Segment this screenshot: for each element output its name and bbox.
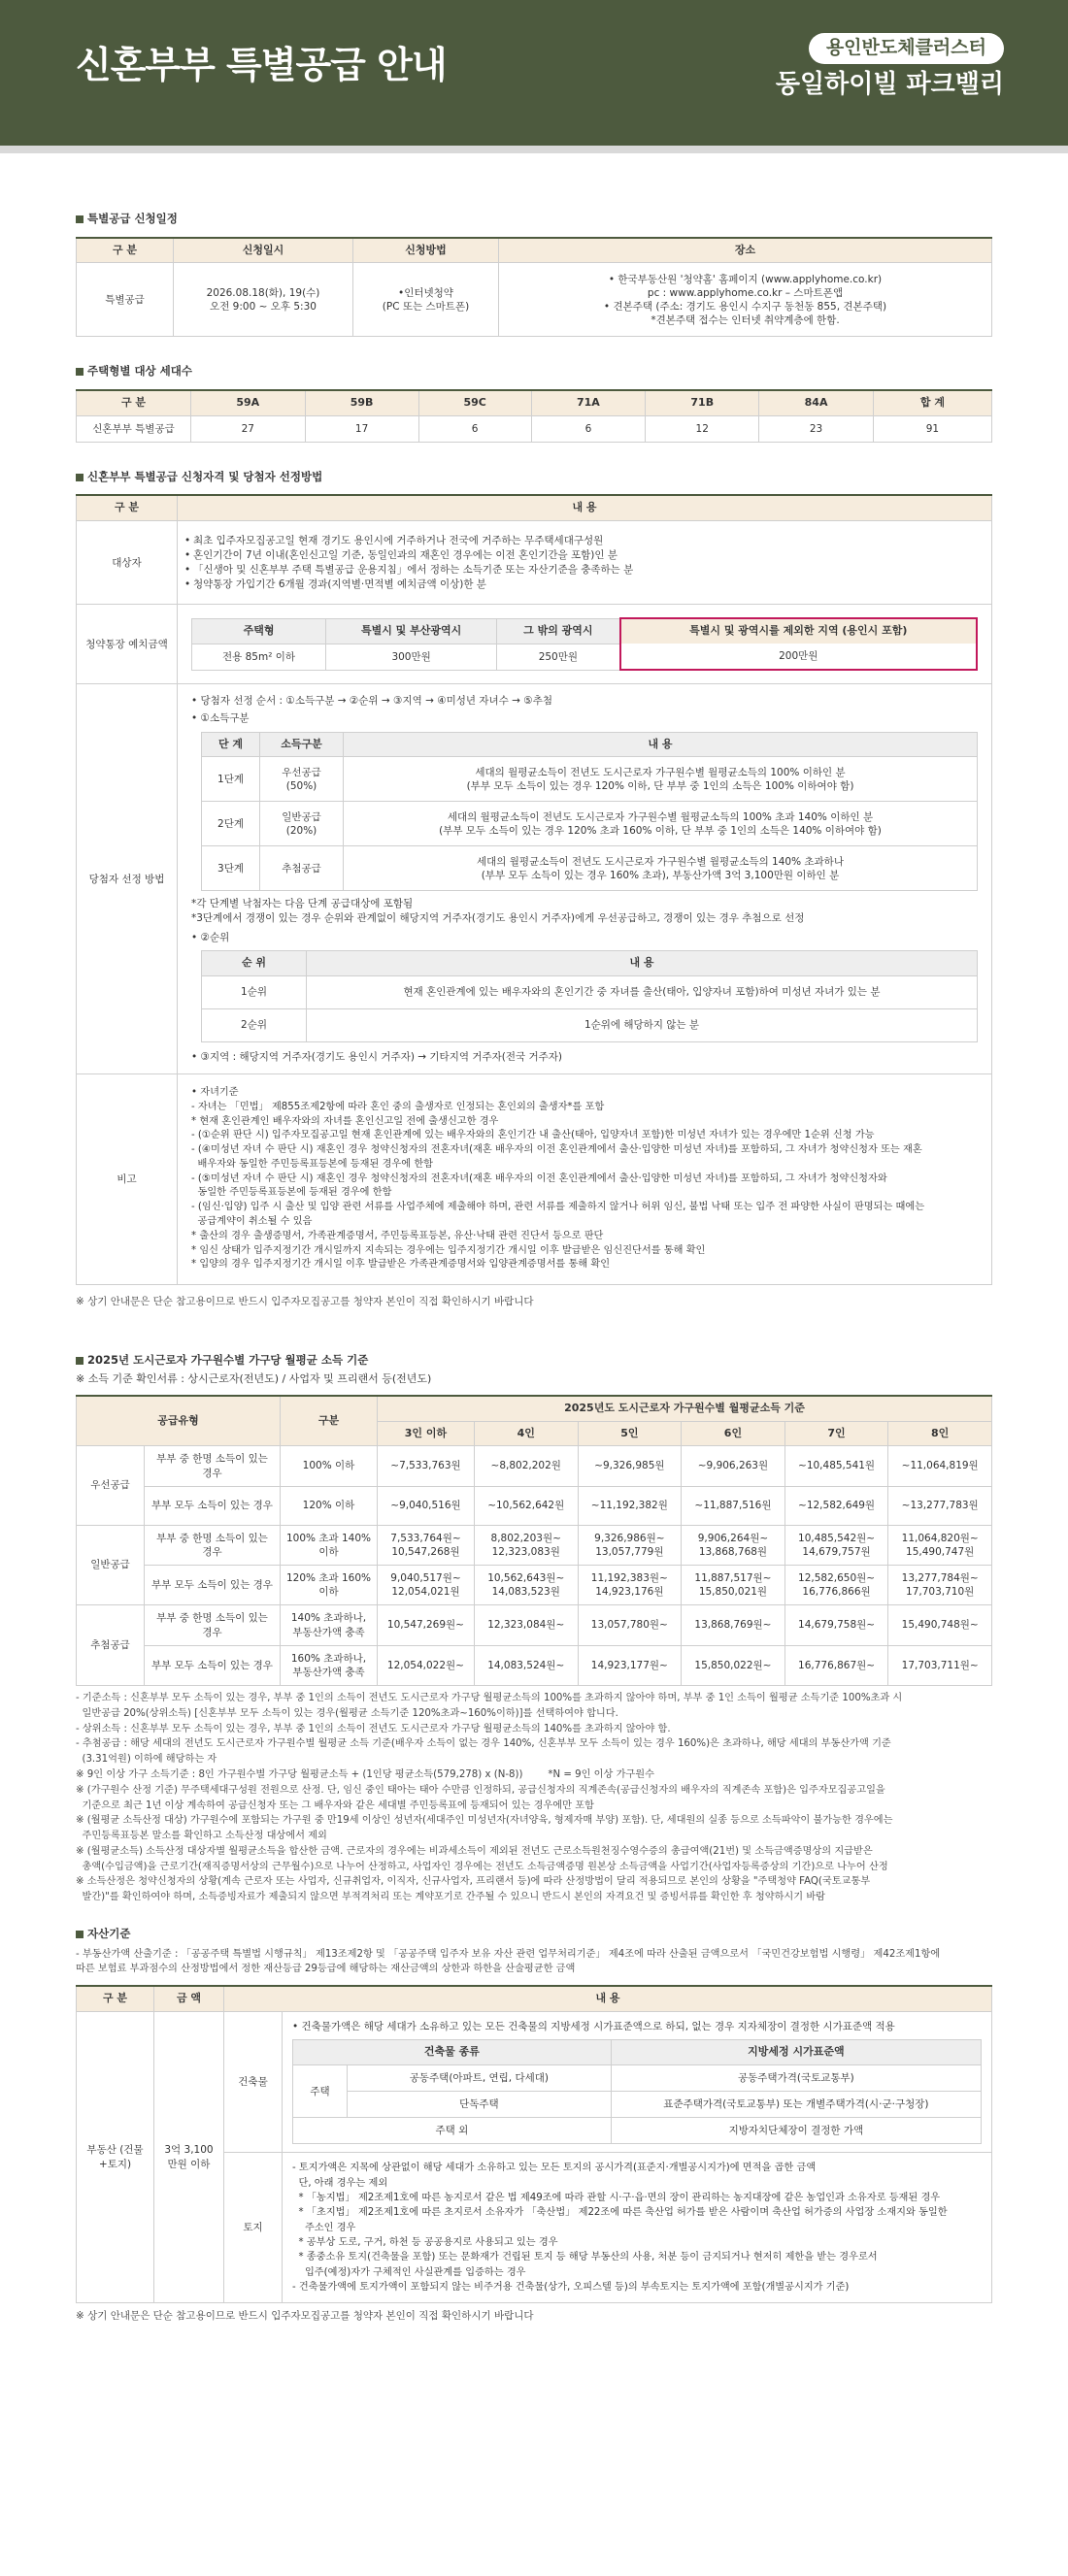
schedule-table bbox=[76, 237, 992, 338]
income-condition: 부부 모두 소득이 있는 경우 bbox=[145, 1645, 281, 1685]
units-cell: 12 bbox=[646, 415, 759, 442]
table-row bbox=[77, 1525, 992, 1565]
asset-amount: 3억 3,100만원 이하 bbox=[154, 2011, 224, 2302]
land-line: - 건축물가액에 토지가액이 포함되지 않는 비주거용 건축물(상가, 오피스텔 등)의 부속토지는 토지가액에 포함(개별공시지가 기준) bbox=[292, 2281, 850, 2293]
building-cell: 단독주택 bbox=[348, 2092, 612, 2118]
income-value: 10,485,542원~ 14,679,757원 bbox=[784, 1525, 888, 1565]
income-value: 15,850,022원~ bbox=[682, 1645, 785, 1685]
region-text: • ③지역 : 해당지역 거주자(경기도 용인시 거주자) → 기타지역 거주자(전국 거주자) bbox=[191, 1050, 562, 1063]
land-line: * 종중소유 토지(건축물을 포함) 또는 문화재가 건립된 토지 등 해당 부동산의 사용, 처분 등이 금지되거나 현저히 제한을 받는 경우로서 bbox=[292, 2252, 878, 2263]
col-header: 84A bbox=[759, 390, 874, 415]
land-label: 토지 bbox=[224, 2153, 283, 2303]
income-value: 17,703,711원~ bbox=[888, 1645, 992, 1685]
income-condition: 부부 중 한명 소득이 있는 경우 bbox=[145, 1525, 281, 1565]
deposit-cell: 300만원 bbox=[326, 644, 497, 670]
income-section bbox=[76, 1353, 992, 1905]
footnote: ※ 상기 안내문은 단순 참고용이므로 반드시 입주자모집공고를 청약자 본인이 직접 확인하시기 바랍니다 bbox=[76, 1296, 534, 1308]
asset-label: 부동산 (건물+토지) bbox=[77, 2011, 154, 2302]
supply-type: 일반공급 bbox=[77, 1525, 145, 1605]
income-value: ~11,887,516원 bbox=[682, 1486, 785, 1525]
land-line: * 공부상 도로, 구거, 하천 등 공공용지로 사용되고 있는 경우 bbox=[292, 2236, 558, 2248]
rank-cell: 현재 혼인관계에 있는 배우자와의 혼인기간 중 자녀를 출산(태아, 입양자녀 포함)하여 미성년 자녀가 있는 분 bbox=[307, 975, 978, 1008]
list-item: • 청약통장 가입기간 6개월 경과(지역별·면적별 예치금액 이상)한 분 bbox=[184, 578, 985, 591]
selection-content bbox=[178, 684, 992, 1074]
units-cell: 91 bbox=[873, 415, 991, 442]
col-header: 구 분 bbox=[77, 1986, 154, 2011]
supply-type: 우선공급 bbox=[77, 1446, 145, 1525]
units-table bbox=[76, 389, 992, 443]
col-header: 2025년도 도시근로자 가구원수별 월평균소득 기준 bbox=[378, 1396, 992, 1421]
land-line: - 토지가액은 지목에 상관없이 해당 세대가 소유하고 있는 모든 토지의 공시가격(표준지·개별공시지가)에 면적을 곱한 금액 bbox=[292, 2163, 817, 2174]
remark-line: * 현재 혼인관계인 배우자와의 자녀를 혼인신고일 전에 출생신고한 경우 bbox=[191, 1115, 499, 1127]
income-note-line: ※ 소득산정은 청약신청자의 상황(계속 근로자 또는 사업자, 신규취업자, 이직자, 신규사업자, 프리랜서 등)에 따라 산정방법이 달리 적용되므로 본인의 상황을 "주택청약 FAQ(국토교통부 bbox=[76, 1876, 871, 1888]
qualification-table bbox=[76, 494, 992, 1285]
remark-line: - (①순위 판단 시) 입주자모집공고일 현재 혼인관계에 있는 배우자와의 혼인기간 내 출산(태아, 입양자녀 포함)한 미성년 자녀가 있는 경우에만 1순위 신청 가능 bbox=[191, 1130, 875, 1141]
income-value: 9,326,986원~ 13,057,779원 bbox=[578, 1525, 682, 1565]
size-header: 5인 bbox=[578, 1421, 682, 1446]
income-percent: 120% 이하 bbox=[281, 1486, 378, 1525]
income-percent: 100% 초과 140% 이하 bbox=[281, 1525, 378, 1565]
table-row bbox=[77, 1486, 992, 1525]
col-header: 건축물 종류 bbox=[293, 2040, 612, 2065]
income-value: 8,802,203원~ 12,323,083원 bbox=[474, 1525, 578, 1565]
building-cell: 지방자치단체장이 결정한 가액 bbox=[611, 2118, 981, 2144]
remark-line: 배우자와 동일한 주민등록표등본에 등재된 경우에 한함 bbox=[191, 1158, 434, 1170]
income-note-line: ※ 9인 이상 가구 소득기준 : 8인 가구원수별 가구당 월평균소득 + (1인당 평균소득(579,278) x (N-8)) *N = 9인 이상 가구원수 bbox=[76, 1768, 654, 1780]
asset-intro: - 부동산가액 산출기준 : 「공공주택 특별법 시행규칙」 제13조제2항 및 「공공주택 입주자 보유 자산 관련 업무처리기준」 제4조에 따라 산출된 금액으로서 「국민건강보험법 시행령」 제42조제1항에 따른 보험료 부과점수의 산정방법에서 정한 재산등급 29등급에 해당하는 재산금액의 상한과 하한을 산술평균한 금액 bbox=[76, 1948, 941, 1975]
rank-cell: 1순위에 해당하지 않는 분 bbox=[307, 1008, 978, 1041]
units-cell: 27 bbox=[191, 415, 306, 442]
house-label: 주택 bbox=[293, 2064, 348, 2117]
income-condition: 부부 중 한명 소득이 있는 경우 bbox=[145, 1605, 281, 1645]
income-value: 7,533,764원~ 10,547,268원 bbox=[378, 1525, 475, 1565]
income-percent: 120% 초과 160% 이하 bbox=[281, 1566, 378, 1605]
income-value: 13,868,769원~ bbox=[682, 1605, 785, 1645]
bullet-square-icon bbox=[76, 215, 83, 223]
footnote: ※ 상기 안내문은 단순 참고용이므로 반드시 입주자모집공고를 청약자 본인이 직접 확인하시기 바랍니다 bbox=[76, 2310, 534, 2323]
header-divider bbox=[0, 146, 1068, 153]
col-header: 59B bbox=[305, 390, 418, 415]
income-percent: 100% 이하 bbox=[281, 1446, 378, 1486]
building-cell: 표준주택가격(국토교통부) 또는 개별주택가격(시·군·구청장) bbox=[611, 2092, 981, 2118]
remark-line: - 자녀는 「민법」 제855조제2항에 따라 혼인 중의 출생자로 인정되는 혼인외의 출생자*를 포함 bbox=[191, 1101, 605, 1112]
income-value: 14,923,177원~ bbox=[578, 1645, 682, 1685]
col-header: 구 분 bbox=[77, 238, 174, 263]
income-value: 11,887,517원~ 15,850,021원 bbox=[682, 1566, 785, 1605]
page-header bbox=[0, 0, 1068, 146]
deposit-label: 청약통장 예치금액 bbox=[77, 605, 178, 684]
land-line: * 「초지법」 제2조제1호에 따른 초지로서 소유자가 「축산법」 제22조에 따른 축산업 허가를 받은 사람이며 축산업 허가증의 사업장 소재지와 동일한 bbox=[292, 2207, 948, 2219]
asset-title: 자산기준 bbox=[76, 1927, 992, 1942]
col-header: 그 밖의 광역시 bbox=[497, 618, 620, 644]
remark-line: * 출산의 경우 출생증명서, 가족관계증명서, 주민등록표등본, 유산·낙태 관련 진단서 등으로 판단 bbox=[191, 1230, 604, 1241]
units-cell: 신혼부부 특별공급 bbox=[77, 415, 191, 442]
remark-line: - (임신·입양) 입주 시 출산 및 입양 관련 서류를 사업주체에 제출해야 하며, 관련 서류를 제출하지 않거나 허위 임신, 불법 낙태 또는 입주 전 파양한 사실이 판명되는 때에는 bbox=[191, 1202, 925, 1213]
col-header: 내 용 bbox=[224, 1986, 992, 2011]
remark-label: 비고 bbox=[77, 1073, 178, 1284]
income-value: 15,490,748원~ bbox=[888, 1605, 992, 1645]
col-header: 71A bbox=[531, 390, 646, 415]
desc-cell: 세대의 월평균소득이 전년도 도시근로자 가구원수별 월평균소득의 100% 이하인 분 (부부 모두 소득이 있는 경우 120% 이하, 단 부부 중 1인의 소득은 100% 이하여야 함) bbox=[344, 757, 978, 802]
col-header: 주택형 bbox=[192, 618, 326, 644]
income-notes bbox=[76, 1692, 992, 1905]
page-title: 신혼부부 특별공급 안내 bbox=[76, 44, 447, 86]
deposit-content bbox=[178, 605, 992, 684]
building-content bbox=[283, 2011, 992, 2153]
col-header: 71B bbox=[646, 390, 759, 415]
col-header: 구 분 bbox=[77, 390, 191, 415]
col-header: 특별시 및 부산광역시 bbox=[326, 618, 497, 644]
remark-line: - (④미성년 자녀 수 판단 시) 재혼인 경우 청약신청자의 전혼자녀(재혼 배우자의 이전 혼인관계에서 출산·입양한 미성년 자녀)를 포함하되, 그 자녀가 청약신청자 또는 재혼 bbox=[191, 1144, 922, 1156]
table-row bbox=[77, 1645, 992, 1685]
income-value: ~12,582,649원 bbox=[784, 1486, 888, 1525]
asset-section bbox=[76, 1927, 992, 2323]
col-header: 내 용 bbox=[178, 495, 992, 520]
building-cell: 공동주택(아파트, 연립, 다세대) bbox=[348, 2064, 612, 2091]
size-header: 6인 bbox=[682, 1421, 785, 1446]
table-row bbox=[77, 1446, 992, 1486]
income-note-line: 기준으로 최근 1년 이상 계속하여 공급신청자 또는 그 배우자와 같은 세대별 주민등록표에 등재되어 있는 경우에만 포함 bbox=[76, 1800, 594, 1811]
income-value: 11,192,383원~ 14,923,176원 bbox=[578, 1566, 682, 1605]
bullet-square-icon bbox=[76, 1931, 83, 1938]
col-header: 장소 bbox=[499, 238, 992, 263]
units-cell: 17 bbox=[305, 415, 418, 442]
income-class-table bbox=[201, 732, 978, 892]
col-header: 구분 bbox=[281, 1396, 378, 1446]
size-header: 4인 bbox=[474, 1421, 578, 1446]
land-line: 입주(예정)자가 구체적인 사실관계를 입증하는 경우 bbox=[292, 2266, 526, 2278]
income-value: 9,040,517원~ 12,054,021원 bbox=[378, 1566, 475, 1605]
income-condition: 부부 모두 소득이 있는 경우 bbox=[145, 1566, 281, 1605]
col-header: 소득구분 bbox=[260, 732, 344, 757]
income-value: ~11,192,382원 bbox=[578, 1486, 682, 1525]
table-row bbox=[77, 1566, 992, 1605]
remark-line: 공급계약이 취소될 수 있음 bbox=[191, 1216, 313, 1227]
target-content bbox=[178, 521, 992, 605]
income-note-line: ※ (가구원수 산정 기준) 무주택세대구성원 전원으로 산정. 단, 임신 중인 태아는 태아 수만큼 인정하되, 공급신청자의 직계존속(공급신청자의 배우자의 직계존속 포함)은 입주자모집공고일을 bbox=[76, 1784, 885, 1796]
income-value: ~10,562,642원 bbox=[474, 1486, 578, 1525]
income-subtitle: ※ 소득 기준 확인서류 : 상시근로자(전년도) / 사업자 및 프리랜서 등(전년도) bbox=[76, 1371, 432, 1385]
income-value: ~9,906,263원 bbox=[682, 1446, 785, 1486]
income-value: 10,547,269원~ bbox=[378, 1605, 475, 1645]
schedule-method: •인터넷청약 (PC 또는 스마트폰) bbox=[353, 263, 499, 337]
income-value: 12,582,650원~ 16,776,866원 bbox=[784, 1566, 888, 1605]
building-table bbox=[292, 2039, 982, 2144]
row-label: 특별공급 bbox=[77, 263, 174, 337]
col-header: 지방세정 시가표준액 bbox=[611, 2040, 981, 2065]
building-cell: 주택 외 bbox=[293, 2118, 612, 2144]
income-table bbox=[76, 1395, 992, 1686]
units-cell: 6 bbox=[418, 415, 531, 442]
land-line: 주소인 경우 bbox=[292, 2222, 356, 2233]
income-note-line: 일반공급 20%(상위소득) [신혼부부 모두 소득이 있는 경우(월평균 소득기준 120%초과~160%이하)]를 선택하여야 합니다. bbox=[76, 1707, 618, 1719]
table-row bbox=[77, 1605, 992, 1645]
income-percent: 140% 초과하나, 부동산가액 충족 bbox=[281, 1605, 378, 1645]
income-value: 16,776,867원~ bbox=[784, 1645, 888, 1685]
qualification-section bbox=[76, 470, 992, 1308]
schedule-title: 특별공급 신청일정 bbox=[76, 212, 992, 227]
desc-cell: 세대의 월평균소득이 전년도 도시근로자 가구원수별 월평균소득의 100% 초과 140% 이하인 분 (부부 모두 소득이 있는 경우 120% 초과 160% 이하, 단 부부 중 1인의 소득은 140% 이하여야 함) bbox=[344, 802, 978, 846]
income-subtitle: • ①소득구분 bbox=[191, 712, 250, 725]
income-note-line: (3.31억원) 이하에 해당하는 자 bbox=[76, 1754, 217, 1766]
income-value: ~9,040,516원 bbox=[378, 1486, 475, 1525]
col-header: 순 위 bbox=[202, 950, 307, 975]
land-content bbox=[283, 2153, 992, 2303]
size-header: 7인 bbox=[784, 1421, 888, 1446]
remark-content bbox=[178, 1073, 992, 1284]
income-note-line: 주민등록표등본 말소를 확인하고 소득산정 대상에서 제외 bbox=[76, 1831, 327, 1842]
income-value: 12,323,084원~ bbox=[474, 1605, 578, 1645]
income-value: ~9,326,985원 bbox=[578, 1446, 682, 1486]
income-note-line: ※ (월평균 소득산정 대상) 가구원수에 포함되는 가구원 중 만19세 이상인 성년자(세대주인 미성년자(자녀양육, 형제자매 부양) 포함). 단, 세대원의 실종 등으로 소득파악이 불가능한 경우에는 bbox=[76, 1815, 893, 1827]
remark-line: * 입양의 경우 입주지정기간 개시일 이후 발급받은 가족관계증명서와 입양관계증명서를 통해 확인 bbox=[191, 1259, 611, 1271]
income-value: ~11,064,819원 bbox=[888, 1446, 992, 1486]
col-header-highlight: 특별시 및 광역시를 제외한 지역 (용인시 포함) bbox=[620, 618, 977, 644]
list-item: • 혼인기간이 7년 이내(혼인신고일 기준, 동일인과의 재혼인 경우에는 이전 혼인기간을 포함)인 분 bbox=[184, 548, 985, 562]
target-label: 대상자 bbox=[77, 521, 178, 605]
type-cell: 일반공급 (20%) bbox=[260, 802, 344, 846]
income-value: ~7,533,763원 bbox=[378, 1446, 475, 1486]
col-header: 공급유형 bbox=[77, 1396, 281, 1446]
rank-cell: 1순위 bbox=[202, 975, 307, 1008]
col-header: 합 계 bbox=[873, 390, 991, 415]
col-header: 금 액 bbox=[154, 1986, 224, 2011]
units-cell: 23 bbox=[759, 415, 874, 442]
income-value: 13,277,784원~ 17,703,710원 bbox=[888, 1566, 992, 1605]
income-condition: 부부 중 한명 소득이 있는 경우 bbox=[145, 1446, 281, 1486]
schedule-section bbox=[76, 212, 992, 337]
selection-order: • 당첨자 선정 순서 : ①소득구분 → ②순위 → ③지역 → ④미성년 자녀수 → ⑤추첨 bbox=[191, 695, 553, 708]
deposit-cell: 250만원 bbox=[497, 644, 620, 670]
income-title: 2025년 도시근로자 가구원수별 가구당 월평균 소득 기준 bbox=[76, 1353, 992, 1369]
bullet-square-icon bbox=[76, 368, 83, 376]
schedule-date: 2026.08.18(화), 19(수) 오전 9:00 ~ 오후 5:30 bbox=[174, 263, 353, 337]
col-header: 신청방법 bbox=[353, 238, 499, 263]
remark-line: - (⑤미성년 자녀 수 판단 시) 재혼인 경우 청약신청자의 전혼자녀(재혼 배우자의 이전 혼인관계에서 출산·입양한 미성년 자녀)를 포함하되, 그 자녀가 청약신청자와 bbox=[191, 1172, 887, 1184]
list-item: • 「신생아 및 신혼부부 주택 특별공급 운용지침」에서 정하는 소득기준 또는 자산기준을 충족하는 분 bbox=[184, 563, 985, 577]
income-note: *각 단계별 낙첨자는 다음 단계 공급대상에 포함됨 bbox=[191, 898, 414, 910]
remark-line: 동일한 주민등록표등본에 등재된 경우에 한함 bbox=[191, 1187, 392, 1199]
income-value: 11,064,820원~ 15,490,747원 bbox=[888, 1525, 992, 1565]
land-line: 단, 아래 경우는 제외 bbox=[292, 2177, 388, 2189]
project-badge: 용인반도체클러스터 bbox=[809, 33, 1004, 64]
units-cell: 6 bbox=[531, 415, 646, 442]
income-percent: 160% 초과하나, 부동산가액 충족 bbox=[281, 1645, 378, 1685]
income-value: ~13,277,783원 bbox=[888, 1486, 992, 1525]
schedule-place: • 한국부동산원 '청약홈' 홈페이지 (www.applyhome.co.kr) pc : www.applyhome.co.kr – 스마트폰앱 • 견본주택 (주소: 경기도 용인시 수지구 동천동 855, 견본주택) *견본주택 접수는 인터넷 취약계층에 한함. bbox=[499, 263, 992, 337]
col-header: 59C bbox=[418, 390, 531, 415]
income-value: 12,054,022원~ bbox=[378, 1645, 475, 1685]
income-note-line: ※ (월평균소득) 소득산정 대상자별 월평균소득을 합산한 금액. 근로자의 경우에는 비과세소득이 제외된 전년도 근로소득원천징수영수증의 총급여액(21번) 및 소득금액증명상의 지급받은 bbox=[76, 1845, 873, 1857]
col-header: 신청일시 bbox=[174, 238, 353, 263]
building-cell: 공동주택가격(국토교통부) bbox=[611, 2064, 981, 2091]
income-value: 14,679,758원~ bbox=[784, 1605, 888, 1645]
col-header: 내 용 bbox=[344, 732, 978, 757]
land-line: * 「농지법」 제2조제1호에 따른 농지로서 같은 법 제49조에 따라 관할 시·구·읍·면의 장이 관리하는 농지대장에 같은 농업인과 소유자로 등재된 경우 bbox=[292, 2193, 941, 2204]
rank-cell: 2순위 bbox=[202, 1008, 307, 1041]
col-header: 구 분 bbox=[77, 495, 178, 520]
bullet-square-icon bbox=[76, 474, 83, 481]
deposit-cell: 전용 85m² 이하 bbox=[192, 644, 326, 670]
step-cell: 3단계 bbox=[202, 846, 260, 891]
income-value: 13,057,780원~ bbox=[578, 1605, 682, 1645]
desc-cell: 세대의 월평균소득이 전년도 도시근로자 가구원수별 월평균소득의 140% 초과하나 (부부 모두 소득이 있는 경우 160% 초과), 부동산가액 3억 3,100만원 이하인 분 bbox=[344, 846, 978, 891]
remark-line: • 자녀기준 bbox=[191, 1086, 239, 1098]
supply-type: 추첨공급 bbox=[77, 1605, 145, 1686]
income-value: 10,562,643원~ 14,083,523원 bbox=[474, 1566, 578, 1605]
size-header: 3인 이하 bbox=[378, 1421, 475, 1446]
size-header: 8인 bbox=[888, 1421, 992, 1446]
selection-label: 당첨자 선정 방법 bbox=[77, 684, 178, 1074]
building-label: 건축물 bbox=[224, 2011, 283, 2153]
qualification-title: 신혼부부 특별공급 신청자격 및 당첨자 선정방법 bbox=[76, 470, 992, 485]
rank-subtitle: • ②순위 bbox=[191, 931, 230, 943]
deposit-table bbox=[191, 617, 978, 671]
main-content bbox=[0, 153, 1068, 2323]
step-cell: 1단계 bbox=[202, 757, 260, 802]
income-value: 14,083,524원~ bbox=[474, 1645, 578, 1685]
list-item: • 최초 입주자모집공고일 현재 경기도 용인시에 거주하거나 전국에 거주하는 무주택세대구성원 bbox=[184, 534, 985, 547]
income-note: *3단계에서 경쟁이 있는 경우 순위와 관계없이 해당지역 거주자(경기도 용인시 거주자)에게 우선공급하고, 경쟁이 있는 경우 추첨으로 선정 bbox=[191, 911, 805, 924]
units-section bbox=[76, 364, 992, 443]
step-cell: 2단계 bbox=[202, 802, 260, 846]
income-note-line: 발간)"를 확인하여야 하며, 소득증빙자료가 제출되지 않으면 부적격처리 또는 계약포기로 간주될 수 있으니 반드시 본인의 자격요건 및 증빙서류를 확인한 후 청약하시기 바람 bbox=[76, 1892, 826, 1903]
rank-table bbox=[201, 950, 978, 1042]
units-title: 주택형별 대상 세대수 bbox=[76, 364, 992, 380]
bullet-square-icon bbox=[76, 1357, 83, 1365]
income-value: ~10,485,541원 bbox=[784, 1446, 888, 1486]
building-note: • 건축물가액은 해당 세대가 소유하고 있는 모든 건축물의 지방세정 시가표준액으로 하되, 없는 경우 지자체장이 결정한 시가표준액 적용 bbox=[292, 2020, 895, 2032]
asset-table bbox=[76, 1985, 992, 2303]
income-note-line: - 추첨공급 : 해당 세대의 전년도 도시근로자 가구원수별 월평균 소득 기준(배우자 소득이 없는 경우 140%, 신혼부부 모두 소득이 있는 경우 160%)은 초과하나, 해당 세대의 부동산가액 기준 bbox=[76, 1738, 891, 1750]
income-value: 9,906,264원~ 13,868,768원 bbox=[682, 1525, 785, 1565]
income-note-line: - 상위소득 : 신혼부부 모두 소득이 있는 경우, 부부 중 1인의 소득이 전년도 도시근로자 가구당 월평균소득의 140%를 초과하지 않아야 함. bbox=[76, 1723, 671, 1734]
remark-line: * 임신 상태가 입주지정기간 개시일까지 지속되는 경우에는 입주지정기간 개시일 이후 발급받은 임신진단서를 통해 확인 bbox=[191, 1244, 706, 1256]
income-note-line: - 기준소득 : 신혼부부 모두 소득이 있는 경우, 부부 중 1인의 소득이 전년도 도시근로자 가구당 월평균소득의 100%를 초과하지 않아야 하며, 부부 중 1인 소득이 월평균 소득기준 100%초과 시 bbox=[76, 1693, 903, 1704]
col-header: 59A bbox=[191, 390, 306, 415]
type-cell: 추첨공급 bbox=[260, 846, 344, 891]
income-value: ~8,802,202원 bbox=[474, 1446, 578, 1486]
col-header: 단 계 bbox=[202, 732, 260, 757]
type-cell: 우선공급 (50%) bbox=[260, 757, 344, 802]
deposit-cell-highlight: 200만원 bbox=[620, 644, 977, 670]
income-note-line: 총액(수입금액)을 근로기간(재직증명서상의 근무월수)으로 나누어 산정하고, 사업자인 경우에는 전년도 소득금액증명 원본상 소득금액을 사업기간(사업자등록증상의 기간)으로 나누어 산정 bbox=[76, 1861, 888, 1872]
col-header: 내 용 bbox=[307, 950, 978, 975]
income-condition: 부부 모두 소득이 있는 경우 bbox=[145, 1486, 281, 1525]
complex-name: 동일하이빌 파크밸리 bbox=[775, 70, 1004, 99]
